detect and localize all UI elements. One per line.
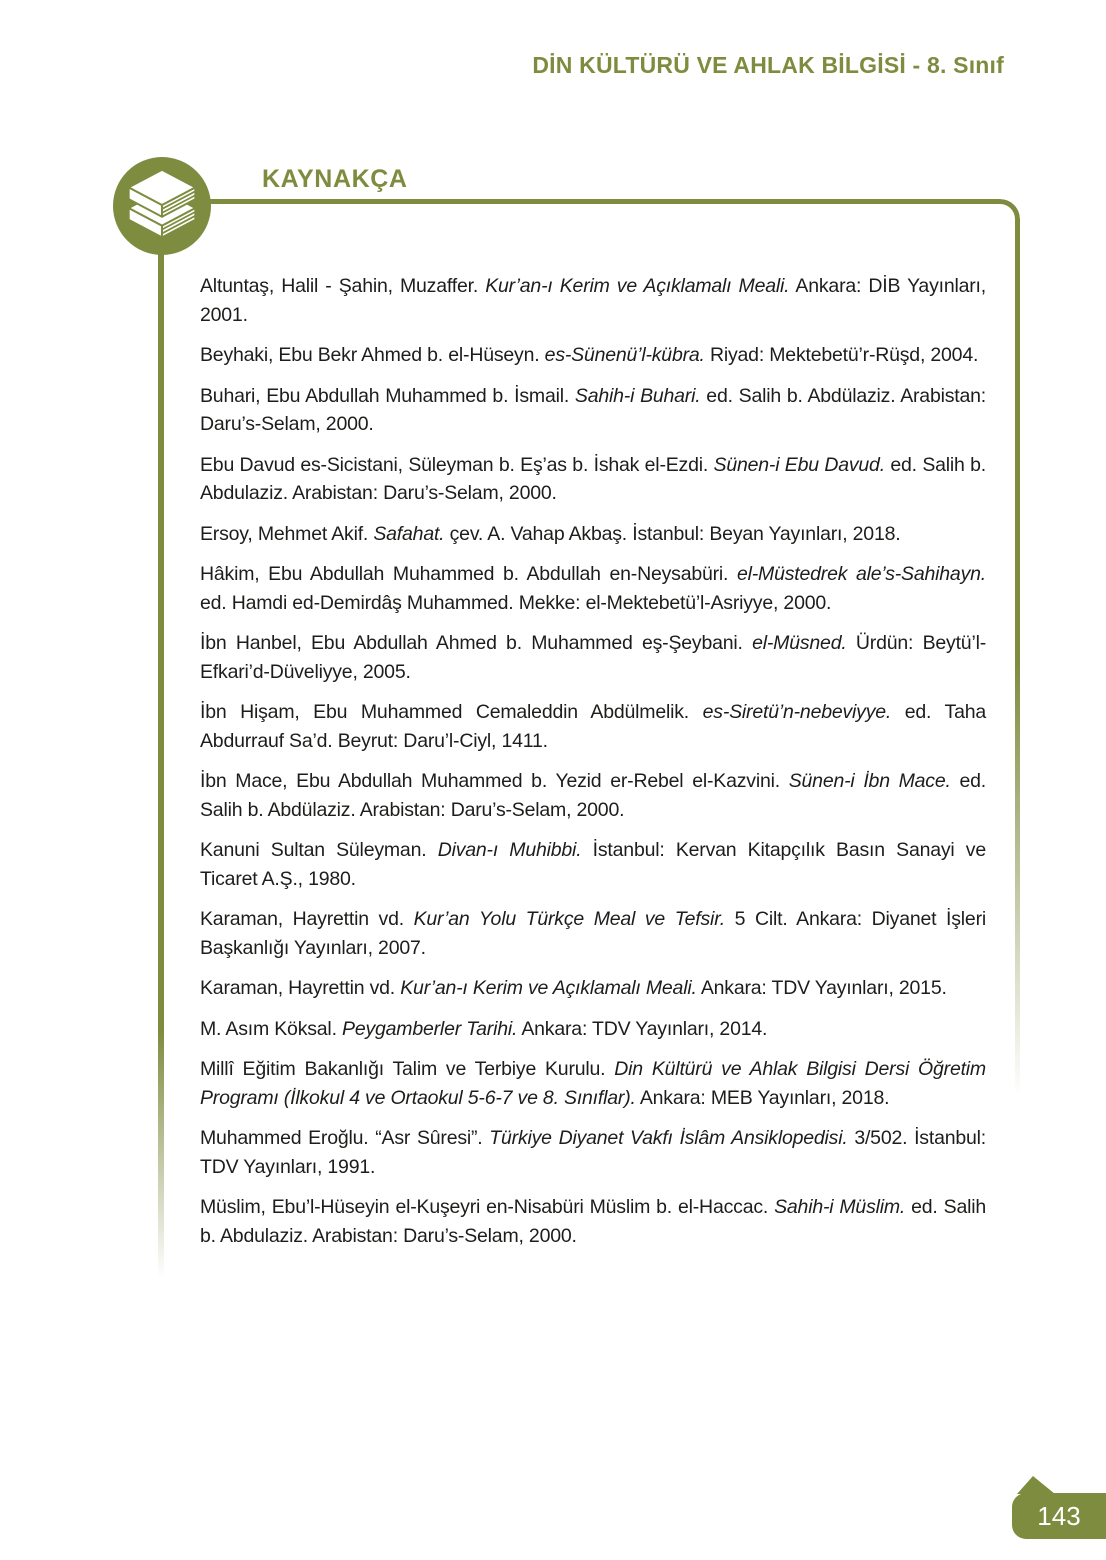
bibliography-entry — [200, 451, 986, 508]
stacked-books-icon — [113, 157, 211, 255]
entry-text: Ankara: TDV Yayınları, 2014. — [517, 1017, 768, 1040]
entry-text: İbn Hanbel, Ebu Abdullah Ahmed b. Muhammed eş-Şeybani. — [200, 632, 753, 654]
entry-text: Ebu Davud es-Sicistani, Süleyman b. Eş’as b. İshak el-Ezdi. — [200, 453, 714, 476]
bibliography-entry — [200, 767, 986, 824]
entry-text: Müslim, Ebu’l-Hüseyin el-Kuşeyri en-Nisabüri Müslim b. el-Haccac. — [200, 1196, 775, 1218]
entry-text: Millî Eğitim Bakanlığı Talim ve Terbiye Kurulu. — [200, 1058, 615, 1080]
entry-text: Ankara: DİB Yayınları, 2001. — [200, 275, 986, 326]
entry-work-title: es-Sünenü’l-kübra. — [544, 344, 705, 366]
bibliography-entry — [200, 629, 986, 686]
entry-text: 3/502. İstanbul: TDV Yayınları, 1991. — [200, 1127, 987, 1178]
entry-text: Buhari, Ebu Abdullah Muhammed b. İsmail. — [200, 384, 575, 407]
entry-work-title: Türkiye Diyanet Vakfı İslâm Ansiklopedisi. — [489, 1127, 848, 1149]
entry-text: Ersoy, Mehmet Akif. — [200, 522, 374, 545]
page-header-title: DİN KÜLTÜRÜ VE AHLAK BİLGİSİ - 8. Sınıf — [532, 52, 1004, 78]
entry-text: Riyad: Mektebetü’r-Rüşd, 2004. — [704, 344, 979, 366]
books-icon — [113, 157, 211, 255]
entry-text: Altuntaş, Halil - Şahin, Muzaffer. — [200, 275, 486, 297]
bibliography-entry — [200, 836, 986, 893]
entry-text: İbn Mace, Ebu Abdullah Muhammed b. Yezid er-Rebel el-Kazvini. — [200, 770, 789, 792]
bibliography-entry — [200, 1124, 986, 1181]
entry-text: M. Asım Köksal. — [200, 1017, 343, 1040]
bibliography-list — [200, 272, 986, 1262]
entry-text: 5 Cilt. Ankara: Diyanet İşleri Başkanlığı Yayınları, 2007. — [200, 908, 986, 959]
entry-text: ed. Hamdi ed-Demirdâş Muhammed. Mekke: el-Mektebetü’l-Asriyye, 2000. — [200, 591, 832, 614]
entry-work-title: Divan-ı Muhibbi. — [437, 839, 582, 861]
entry-text: İbn Hişam, Ebu Muhammed Cemaleddin Abdülmelik. — [200, 701, 703, 723]
entry-text: İstanbul: Kervan Kitapçılık Basın Sanayi ve Ticaret A.Ş., 1980. — [200, 839, 987, 890]
bibliography-entry — [200, 382, 986, 439]
page-number-badge — [1012, 1493, 1106, 1539]
bibliography-entry — [200, 560, 986, 617]
entry-text: Ankara: MEB Yayınları, 2018. — [635, 1086, 890, 1109]
entry-work-title: Sahih-i Müslim. — [774, 1196, 906, 1218]
bibliography-entry — [200, 1055, 986, 1112]
page-number: 143 — [1037, 1500, 1081, 1531]
entry-text: Muhammed Eroğlu. “Asr Sûresi”. — [200, 1127, 490, 1149]
entry-work-title: Kur’an-ı Kerim ve Açıklamalı Meali. — [485, 275, 790, 297]
section-title: KAYNAKÇA — [262, 165, 408, 193]
entry-text: ed. Salih b. Abdulaziz. Arabistan: Daru’s-Selam, 2000. — [200, 453, 986, 504]
bibliography-entry — [200, 1015, 986, 1044]
entry-text: ed. Salih b. Abdülaziz. Arabistan: Daru’s-Selam, 2000. — [200, 384, 987, 435]
entry-text: ed. Salih b. Abdülaziz. Arabistan: Daru’s-Selam, 2000. — [200, 770, 987, 821]
entry-text: Beyhaki, Ebu Bekr Ahmed b. el-Hüseyn. — [200, 344, 545, 366]
bibliography-entry — [200, 1193, 986, 1250]
entry-work-title: Safahat. — [373, 522, 445, 545]
badge-arrow-icon — [1017, 1476, 1055, 1494]
entry-work-title: Sünen-i Ebu Davud. — [713, 453, 885, 476]
entry-work-title: el-Müstedrek ale’s-Sahihayn. — [736, 563, 986, 585]
bibliography-entry — [200, 272, 986, 329]
entry-work-title: Din Kültürü ve Ahlak Bilgisi Dersi Öğretim Programı (İlkokul 4 ve Ortaokul 5-6-7 ve 8. Sınıflar). — [200, 1058, 986, 1109]
entry-work-title: Kur’an Yolu Türkçe Meal ve Tefsir. — [413, 908, 725, 930]
entry-text: çev. A. Vahap Akbaş. İstanbul: Beyan Yayınları, 2018. — [444, 522, 901, 545]
content-frame-left-border — [158, 248, 164, 1278]
bibliography-entry — [200, 698, 986, 755]
entry-text: Hâkim, Ebu Abdullah Muhammed b. Abdullah en-Neysabüri. — [200, 563, 737, 585]
entry-text: ed. Salih b. Abdulaziz. Arabistan: Daru’s-Selam, 2000. — [200, 1196, 986, 1247]
entry-work-title: Sahih-i Buhari. — [574, 384, 701, 407]
bibliography-entry — [200, 520, 986, 549]
entry-text: Karaman, Hayrettin vd. — [200, 977, 401, 999]
entry-text: Kanuni Sultan Süleyman. — [200, 839, 438, 861]
bibliography-entry — [200, 905, 986, 962]
entry-work-title: Kur’an-ı Kerim ve Açıklamalı Meali. — [400, 977, 697, 999]
entry-text: ed. Taha Abdurrauf Sa’d. Beyrut: Daru’l-Ciyl, 1411. — [200, 701, 986, 752]
entry-text: Ürdün: Beytü’l-Efkari’d-Düveliyye, 2005. — [200, 632, 986, 683]
entry-work-title: Sünen-i İbn Mace. — [788, 770, 951, 792]
entry-work-title: el-Müsned. — [752, 632, 847, 654]
entry-text: Karaman, Hayrettin vd. — [200, 908, 414, 930]
bibliography-entry — [200, 341, 986, 370]
bibliography-entry — [200, 974, 986, 1003]
entry-work-title: es-Siretü’n-nebeviyye. — [702, 701, 892, 723]
entry-text: Ankara: TDV Yayınları, 2015. — [696, 977, 947, 999]
entry-work-title: Peygamberler Tarihi. — [342, 1017, 518, 1040]
